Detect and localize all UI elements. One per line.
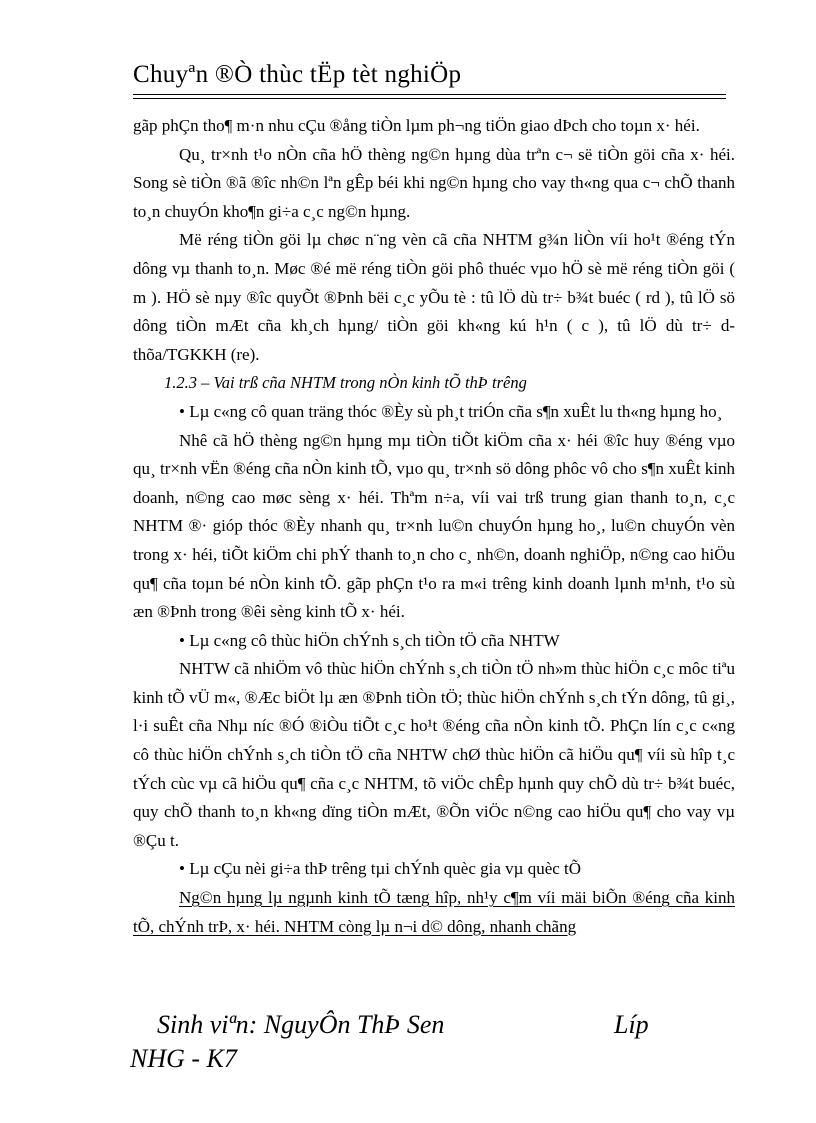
bullet-point: • Lµ cÇu nèi gi÷a thÞ trêng tµi chÝnh quèc gia vµ quèc tÕ — [179, 859, 582, 879]
header-rule-top — [133, 94, 726, 95]
footer-class: Líp NHG - K7 — [130, 1010, 649, 1073]
bullet-point: • Lµ c«ng cô quan träng thóc ®Èy sù ph¸t triÓn cña s¶n xuÊt lu th«ng hµng ho¸ — [179, 401, 723, 421]
section-heading: 1.2.3 – Vai trß cña NHTM trong nÒn kinh tÕ thÞ trêng — [164, 373, 527, 393]
header-rule-bottom — [133, 98, 726, 99]
paragraph: Qu¸ tr×nh t¹o nÒn cña hÖ thèng ng©n hµng dùa trªn c¬ së tiÒn göi cña x· héi. Song sè tiÒn ®ã ®îc nh©n lªn gÊp béi khi ng©n hµng cho vay th«ng qua c¬ chÕ thanh to¸n chuyÓn kho¶n gi÷a c¸c ng©n hµng. — [133, 144, 735, 221]
footer-student-name: Sinh viªn: NguyÔn ThÞ Sen — [157, 1010, 445, 1039]
paragraph: Më réng tiÒn göi lµ chøc n¨ng vèn cã cña NHTM g¾n liÒn víi ho¹t ®éng tÝn dông vµ thanh to¸n. Møc ®é më réng tiÒn göi phô thuéc vµo hÖ sè më réng tiÒn göi ( m ). HÖ sè nµy ®îc quyÕt ®Þnh bëi c¸c yÕu tè : tû lÖ dù tr÷ b¾t buéc ( rd ), tû lÖ sö dông tiÒn mÆt cña kh¸ch hµng/ tiÒn göi kh«ng kú h¹n ( c ), tû lÖ dù tr÷ d thõa/TGKKH (re). — [133, 230, 735, 364]
page-footer — [130, 1008, 730, 1073]
bullet-point: • Lµ c«ng cô thùc hiÖn chÝnh s¸ch tiÒn tÖ cña NHTW — [179, 630, 560, 650]
paragraph: Ng©n hµng lµ ngµnh kinh tÕ tæng hîp, nh¹y c¶m víi mäi biÕn ®éng cña kinh tÕ, chÝnh trÞ, x· héi. NHTM còng lµ n¬i d© dông, nhanh chãng — [133, 888, 735, 936]
document-body — [133, 112, 735, 941]
paragraph: NHTW cã nhiÖm vô thùc hiÖn chÝnh s¸ch tiÒn tÖ nh»m thùc hiÖn c¸c môc tiªu kinh tÕ vÜ m«, ®Æc biÖt lµ æn ®Þnh tiÒn tÖ; thùc hiÖn chÝnh s¸ch tÝn dông, tû gi¸, l·i suÊt cña Nhµ níc ®Ó ®iÒu tiÕt c¸c ho¹t ®éng cña nÒn kinh tÕ. PhÇn lín c¸c c«ng cô thùc hiÖn chÝnh s¸ch tiÒn tÖ cña NHTW chØ thùc hiÖn cã hiÖu qu¶ víi sù hîp t¸c tÝch cùc vµ cã hiÖu qu¶ cña c¸c NHTM, tõ viÖc chÊp hµnh quy chÕ dù tr÷ b¾t buéc, quy chÕ thanh to¸n kh«ng dïng tiÒn mÆt, ®Õn viÖc n©ng cao hiÖu qu¶ cho vay vµ ®Çu t. — [133, 659, 735, 850]
paragraph: Nhê cã hÖ thèng ng©n hµng mµ tiÒn tiÕt kiÖm cña x· héi ®îc huy ®éng vµo qu¸ tr×nh vËn ®éng cña nÒn kinh tÕ, vµo qu¸ tr×nh sö dông phôc vô cho s¶n xuÊt kinh doanh, n©ng cao møc sèng x· héi. Thªm n÷a, víi vai trß trung gian thanh to¸n, c¸c NHTM ®· gióp thóc ®Èy nhanh qu¸ tr×nh lu©n chuyÓn hµng ho¸, lu©n chuyÓn vèn trong x· héi, tiÕt kiÖm chi phÝ thanh to¸n cho c¸ nh©n, doanh nghiÖp, n©ng cao hiÖu qu¶ cña toµn bé nÒn kinh tÕ. gãp phÇn t¹o ra m«i trêng kinh doanh lµnh m¹nh, t¹o sù æn ®Þnh trong ®êi sèng kinh tÕ x· héi. — [133, 430, 735, 622]
page-header-title: Chuyªn ®Ò thùc tËp tèt nghiÖp — [133, 61, 462, 88]
paragraph-continuation: gãp phÇn tho¶ m·n nhu cÇu ®ång tiÒn lµm ph¬ng tiÖn giao dÞch cho toµn x· héi. — [133, 116, 700, 135]
